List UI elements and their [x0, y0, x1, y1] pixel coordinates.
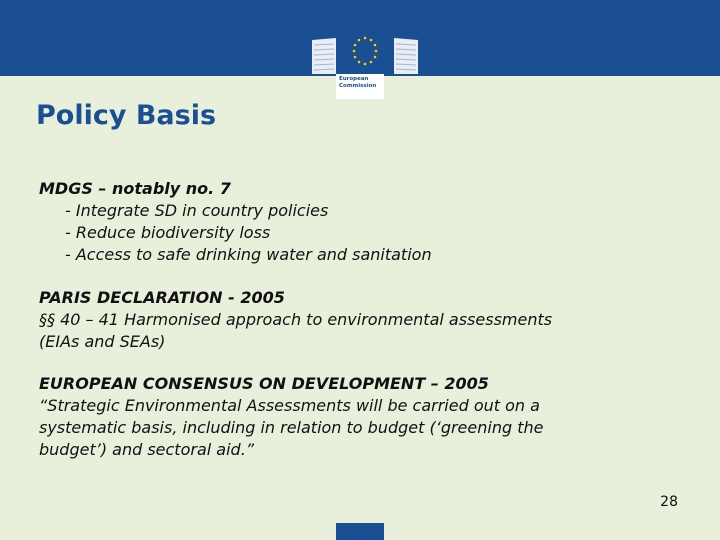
- slide-title: Policy Basis: [36, 100, 217, 131]
- section-heading-paris: PARIS DECLARATION - 2005: [39, 288, 285, 307]
- consensus-text-line2: systematic basis, including in relation to budget (‘greening the: [39, 418, 544, 437]
- section-heading-consensus: EUROPEAN CONSENSUS ON DEVELOPMENT – 2005: [39, 374, 489, 393]
- section-heading-mdgs: MDGS – notably no. 7: [39, 179, 231, 198]
- spacer: [39, 266, 659, 287]
- spacer: [39, 353, 659, 373]
- consensus-text-line1: “Strategic Environmental Assessments will be carried out on a: [39, 396, 540, 415]
- paris-text-line2: (EIAs and SEAs): [39, 332, 166, 351]
- paris-text-line1: §§ 40 – 41 Harmonised approach to environmental assessments: [39, 310, 553, 329]
- consensus-text-line3: budget’) and sectoral aid.”: [39, 440, 255, 459]
- list-item: - Reduce biodiversity loss: [65, 223, 271, 242]
- logo-text-line2: Commission: [339, 83, 377, 89]
- list-item: - Access to safe drinking water and sanitation: [65, 245, 432, 264]
- footer-tab: [336, 523, 384, 540]
- page-number: 28: [660, 494, 678, 510]
- logo-caption: [336, 74, 384, 99]
- list-item: - Integrate SD in country policies: [65, 201, 329, 220]
- slide-body: [39, 178, 659, 461]
- logo-text-line1: European: [339, 76, 369, 82]
